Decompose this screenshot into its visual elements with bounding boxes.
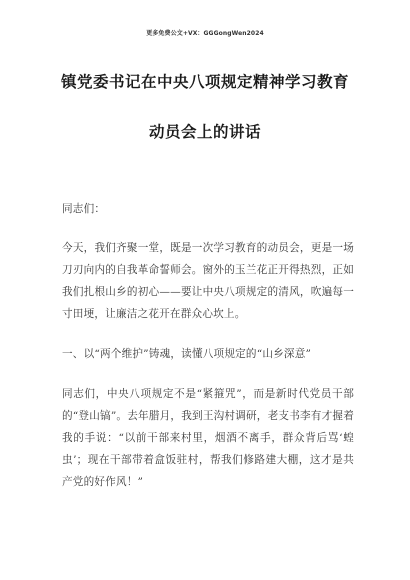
- document-title-line-2: 动员会上的讲话: [148, 123, 261, 141]
- greeting: 同志们：: [62, 203, 106, 215]
- paragraph-opening: 今天，我们齐聚一堂，既是一次学习教育的动员会，更是一场刀刃向内的自我革命誓师会。窗外的玉兰花正开得热烈，正如我们扎根山乡的初心——要让中央八项规定的清风，吹遍每一寸田埂，让廉洁之花开在群众心坎上。: [62, 242, 354, 320]
- section-heading: 一、以“两个维护”铸魂，读懂八项规定的“山乡深意”: [62, 348, 312, 360]
- document-title-line-1: 镇党委书记在中央八项规定精神学习教育: [60, 73, 349, 91]
- paragraph-body: 同志们，中央八项规定不是“紧箍咒”，而是新时代党员干部的“登山镐”。去年腊月，我到王沟村调研，老支书李有才握着我的手说：“以前干部来村里，烟酒不离手，群众背后骂‘蝗虫’；现在干部带着盒饭驻村，帮我们修路建大棚，这才是共产党的好作风！”: [62, 388, 354, 488]
- watermark-text: 更多免费公文+VX：GGGongWen2024: [146, 30, 264, 37]
